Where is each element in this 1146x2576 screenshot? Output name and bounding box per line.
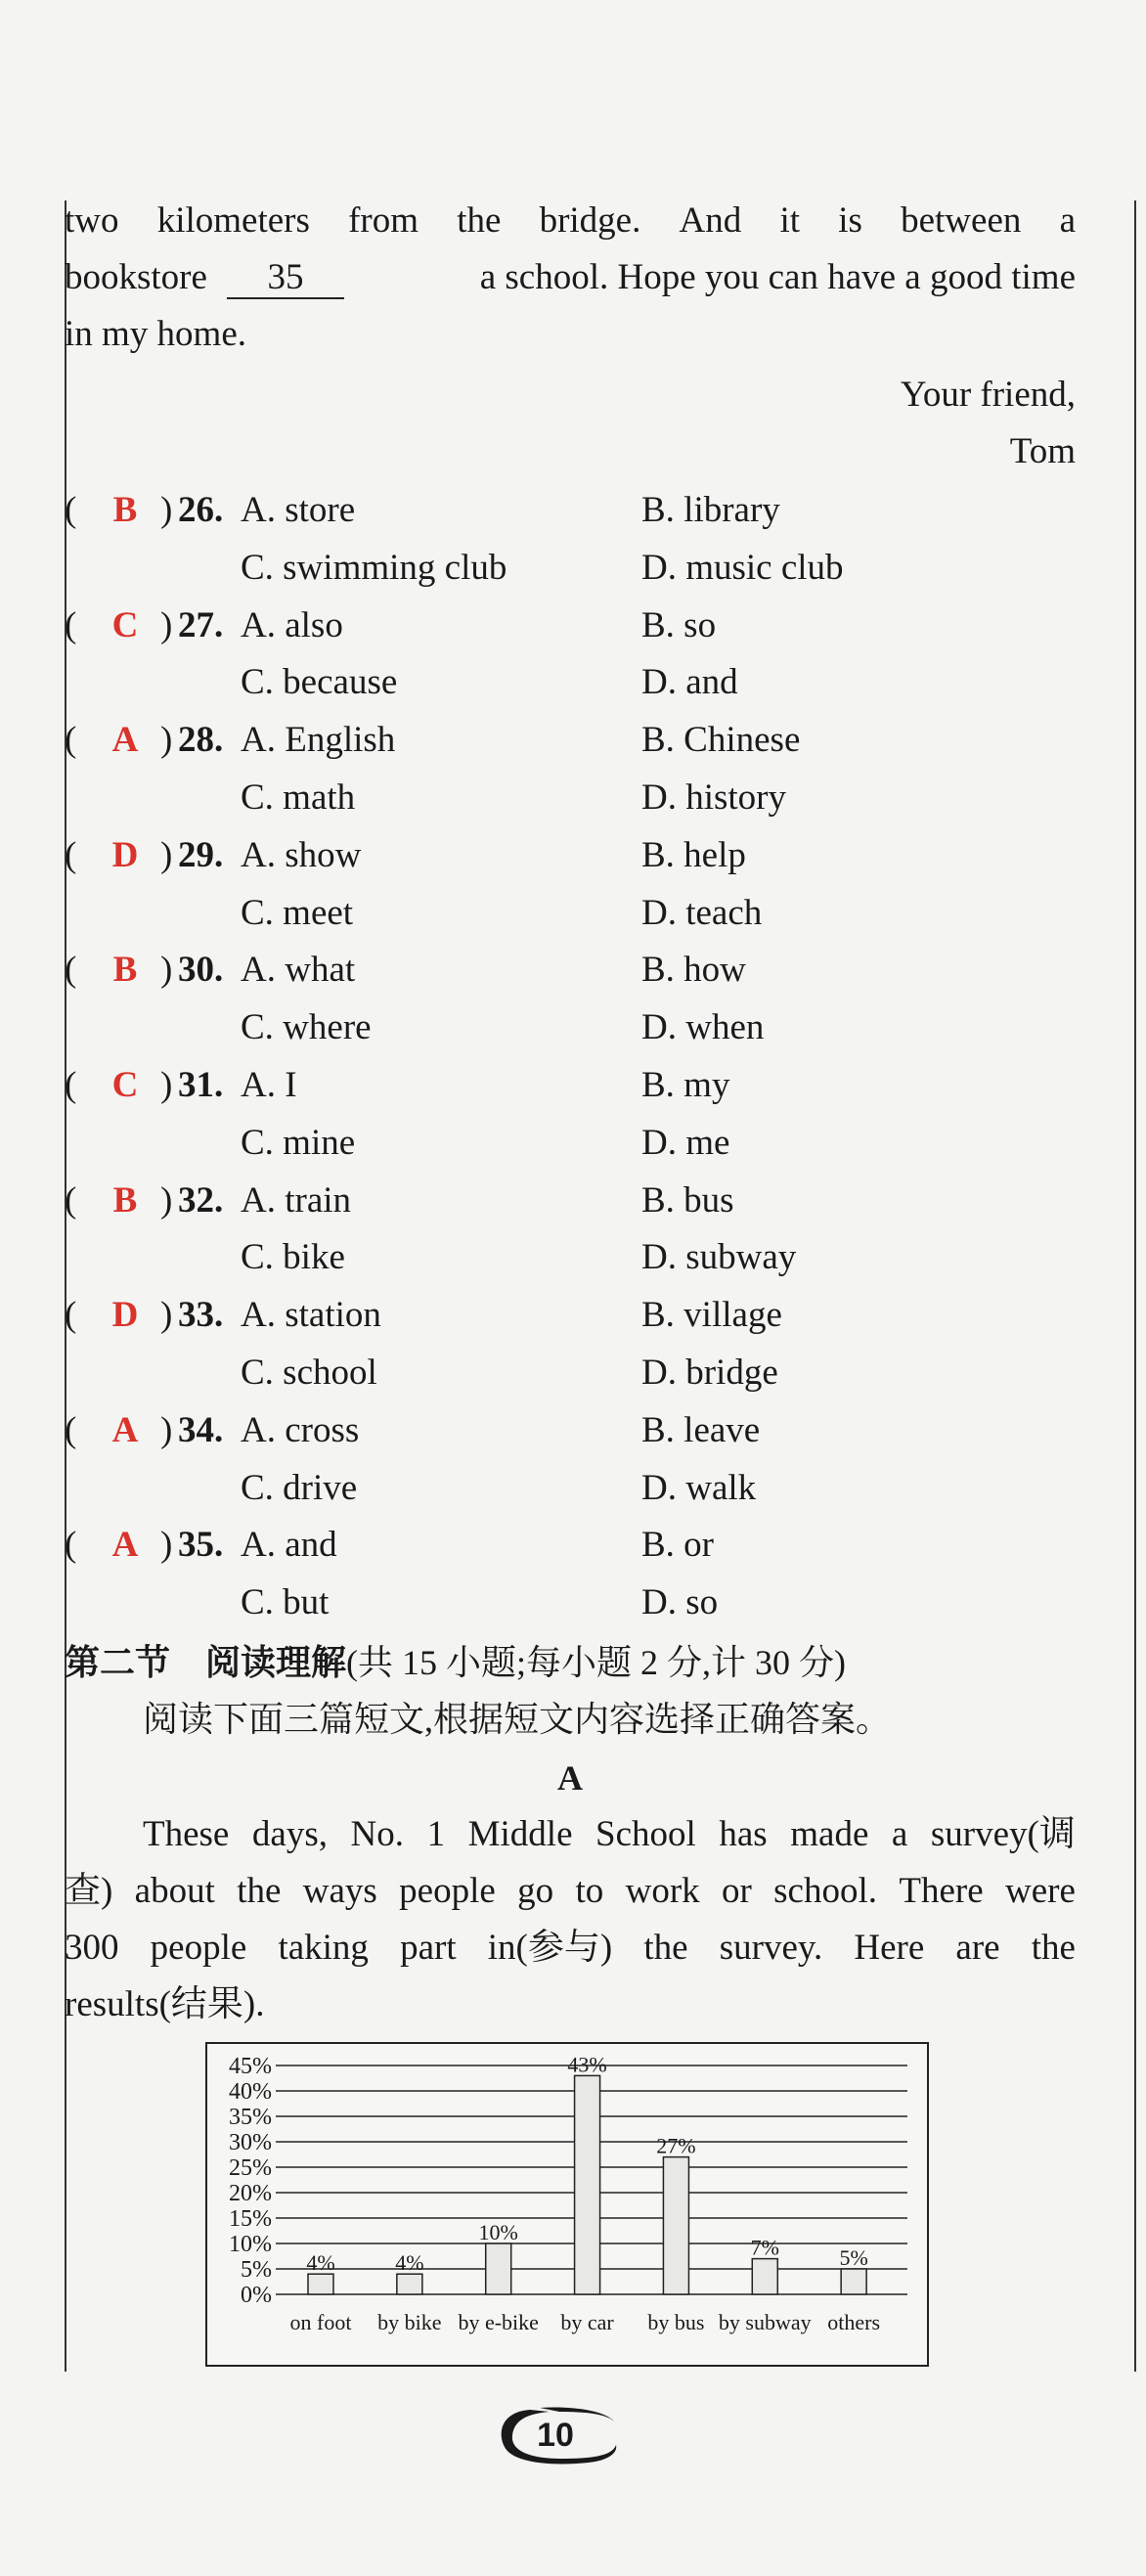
question-row: [65, 1288, 1076, 1343]
data-label: 7%: [750, 2235, 779, 2260]
section-scoring: (共 15 小题;每小题 2 分,计 30 分): [346, 1643, 846, 1682]
answer-mark: C: [111, 1065, 139, 1105]
bar: [752, 2259, 777, 2294]
word: from: [348, 200, 419, 241]
option-b: B. village: [641, 1295, 782, 1335]
y-tick-label: 5%: [241, 2257, 272, 2283]
paren-close: ): [160, 1295, 173, 1335]
paren-open: (: [65, 720, 77, 760]
data-label: 10%: [478, 2220, 518, 2244]
option-d: D. walk: [641, 1468, 757, 1508]
question-row-cont: [65, 1116, 1076, 1171]
option-a: A. English: [241, 720, 396, 760]
word: the: [1031, 1928, 1076, 1968]
option-c: C. bike: [241, 1237, 345, 1277]
y-tick-label: 25%: [229, 2155, 272, 2181]
word: the: [237, 1871, 282, 1911]
section-heading: [65, 1635, 1076, 1690]
word: No.: [350, 1814, 405, 1854]
question-row-cont: [65, 1000, 1076, 1055]
passage-line-1: [65, 192, 1076, 250]
question-number: 28.: [178, 720, 224, 760]
passage-line-3: in my home.: [65, 314, 247, 354]
question-row: [65, 483, 1076, 538]
y-tick-label: 20%: [229, 2181, 272, 2206]
option-b: B. my: [641, 1065, 730, 1105]
option-a: A. store: [241, 490, 356, 530]
para-line-2: [65, 1862, 1076, 1921]
word: made: [790, 1814, 869, 1854]
word: two: [65, 200, 119, 241]
x-category-label: by bus: [647, 2310, 705, 2334]
paren-close: ): [160, 720, 173, 760]
section-instruction: 阅读下面三篇短文,根据短文内容选择正确答案。: [143, 1700, 892, 1739]
option-c: C. swimming club: [241, 548, 507, 588]
word: is: [838, 200, 862, 241]
right-margin-rule: [1134, 200, 1136, 2372]
question-row: [65, 1518, 1076, 1573]
answer-mark: D: [111, 1295, 139, 1335]
passage-label: A: [557, 1758, 583, 1798]
word: to: [575, 1871, 604, 1911]
paren-open: (: [65, 490, 77, 530]
question-row: [65, 1403, 1076, 1458]
y-tick-label: 45%: [229, 2054, 272, 2079]
paren-open: (: [65, 1180, 77, 1221]
option-b: B. library: [641, 490, 780, 530]
word: a: [1059, 200, 1076, 241]
data-label: 5%: [839, 2245, 868, 2270]
answer-mark: B: [112, 490, 138, 530]
word: taking: [278, 1928, 369, 1968]
paren-close: ): [160, 950, 173, 990]
word: are: [955, 1928, 1000, 1968]
paren-close: ): [160, 1065, 173, 1105]
question-row-cont: [65, 1461, 1076, 1516]
bar: [841, 2269, 866, 2294]
passage-text: a school. Hope you can have a good time: [479, 257, 1076, 297]
letter-signature: Tom: [1009, 431, 1076, 471]
option-a: A. cross: [241, 1410, 360, 1450]
question-number: 29.: [178, 835, 224, 875]
option-d: D. subway: [641, 1237, 797, 1277]
paren-close: ): [160, 1525, 173, 1565]
paren-open: (: [65, 1065, 77, 1105]
option-b: B. Chinese: [641, 720, 801, 760]
paren-close: ): [160, 1180, 173, 1221]
bar: [486, 2243, 511, 2294]
bar: [663, 2157, 688, 2294]
option-c: C. meet: [241, 893, 354, 933]
y-tick-label: 10%: [229, 2232, 272, 2257]
word: kilometers: [156, 200, 310, 241]
option-a: A. and: [241, 1525, 337, 1565]
option-a: A. station: [241, 1295, 381, 1335]
section-title: 第二节 阅读理解: [65, 1643, 347, 1682]
word: a: [891, 1814, 908, 1854]
question-number: 31.: [178, 1065, 224, 1105]
option-c: C. mine: [241, 1123, 356, 1163]
option-d: D. me: [641, 1123, 730, 1163]
y-tick-label: 30%: [229, 2130, 272, 2155]
option-d: D. history: [641, 777, 786, 818]
page-number: 10: [537, 2417, 574, 2454]
word: ways: [302, 1871, 377, 1911]
paren-open: (: [65, 1410, 77, 1450]
answer-mark: C: [111, 605, 139, 645]
word: school.: [773, 1871, 878, 1911]
letter-closing: Your friend,: [900, 375, 1076, 415]
word: the: [643, 1928, 688, 1968]
x-category-label: by e-bike: [458, 2310, 539, 2334]
option-d: D. so: [641, 1582, 719, 1622]
y-tick-label: 35%: [229, 2105, 272, 2130]
option-c: C. school: [241, 1353, 377, 1393]
word: 1: [426, 1814, 446, 1854]
option-d: D. bridge: [641, 1353, 778, 1393]
question-row-cont: [65, 1346, 1076, 1400]
option-c: C. but: [241, 1582, 330, 1622]
question-number: 33.: [178, 1295, 224, 1335]
bar: [397, 2274, 422, 2294]
word: were: [1004, 1871, 1076, 1911]
answer-mark: B: [112, 950, 138, 990]
data-label: 4%: [306, 2250, 335, 2276]
word: part: [400, 1928, 457, 1968]
bar: [308, 2274, 333, 2294]
question-row-cont: [65, 771, 1076, 825]
word: School: [595, 1814, 696, 1854]
question-row: [65, 828, 1076, 883]
question-row-cont: [65, 886, 1076, 941]
paren-open: (: [65, 1525, 77, 1565]
question-row: [65, 1058, 1076, 1113]
question-number: 30.: [178, 950, 224, 990]
word: about: [134, 1871, 215, 1911]
data-label: 4%: [395, 2250, 424, 2276]
word: work: [625, 1871, 700, 1911]
option-b: B. how: [641, 950, 746, 990]
answer-mark: A: [111, 720, 139, 760]
word: These: [143, 1814, 230, 1854]
word: Middle: [467, 1814, 573, 1854]
word: survey(调: [930, 1814, 1076, 1854]
word: Here: [854, 1928, 925, 1968]
data-label: 43%: [567, 2052, 607, 2077]
word: people: [399, 1871, 496, 1911]
answer-mark: A: [111, 1525, 139, 1565]
option-c: C. where: [241, 1007, 372, 1047]
option-d: D. when: [641, 1007, 765, 1047]
question-row: [65, 1174, 1076, 1228]
word: 300: [65, 1928, 119, 1968]
word: people: [150, 1928, 247, 1968]
word: There: [899, 1871, 984, 1911]
question-number: 34.: [178, 1410, 224, 1450]
x-category-label: by subway: [718, 2310, 812, 2334]
question-number: 32.: [178, 1180, 224, 1221]
answer-mark: B: [112, 1180, 138, 1221]
question-row: [65, 599, 1076, 653]
word: or: [721, 1871, 752, 1911]
answer-mark: A: [111, 1410, 139, 1450]
paren-close: ): [160, 1410, 173, 1450]
word: 查): [65, 1871, 113, 1911]
paren-close: ): [160, 490, 173, 530]
question-row-cont: [65, 1230, 1076, 1285]
option-b: B. so: [641, 605, 717, 645]
chart-canvas: [207, 2044, 927, 2365]
option-b: B. or: [641, 1525, 714, 1565]
option-d: D. teach: [641, 893, 763, 933]
para-line-3: [65, 1919, 1076, 1977]
word: bridge.: [539, 200, 641, 241]
option-a: A. I: [241, 1065, 297, 1105]
question-row-cont: [65, 1576, 1076, 1630]
question-row: [65, 713, 1076, 768]
para-line-4: results(结果).: [65, 1984, 265, 2024]
y-tick-label: 0%: [241, 2283, 272, 2308]
word: it: [779, 200, 801, 241]
option-d: D. music club: [641, 548, 844, 588]
paren-open: (: [65, 835, 77, 875]
x-category-label: by bike: [377, 2310, 442, 2334]
data-label: 27%: [656, 2133, 696, 2158]
paren-close: ): [160, 835, 173, 875]
blank-35: 35: [227, 258, 344, 299]
paren-open: (: [65, 950, 77, 990]
word: survey.: [719, 1928, 823, 1968]
page-number-badge: [491, 2402, 622, 2470]
question-number: 26.: [178, 490, 224, 530]
option-b: B. help: [641, 835, 746, 875]
para-line-1: [143, 1805, 1076, 1864]
option-a: A. train: [241, 1180, 352, 1221]
option-a: A. also: [241, 605, 343, 645]
passage-text: bookstore 35: [65, 248, 364, 307]
x-category-label: by car: [560, 2310, 614, 2334]
x-category-label: on foot: [289, 2310, 352, 2334]
word: days,: [251, 1814, 328, 1854]
option-a: A. show: [241, 835, 362, 875]
question-row-cont: [65, 655, 1076, 710]
bar: [575, 2075, 600, 2294]
question-number: 27.: [178, 605, 224, 645]
option-c: C. drive: [241, 1468, 358, 1508]
option-b: B. bus: [641, 1180, 734, 1221]
option-b: B. leave: [641, 1410, 761, 1450]
paren-open: (: [65, 1295, 77, 1335]
word: go: [517, 1871, 554, 1911]
x-category-label: others: [827, 2310, 881, 2334]
option-d: D. and: [641, 662, 738, 702]
option-c: C. math: [241, 777, 356, 818]
word: in(参与): [487, 1928, 613, 1968]
question-number: 35.: [178, 1525, 224, 1565]
paren-close: ): [160, 605, 173, 645]
question-row-cont: [65, 541, 1076, 596]
word: the: [457, 200, 502, 241]
word: between: [901, 200, 1022, 241]
word: has: [719, 1814, 768, 1854]
y-tick-label: 15%: [229, 2206, 272, 2232]
option-c: C. because: [241, 662, 398, 702]
option-a: A. what: [241, 950, 356, 990]
word: And: [679, 200, 742, 241]
answer-mark: D: [111, 835, 139, 875]
passage-line-2: [65, 248, 1076, 307]
y-tick-label: 40%: [229, 2079, 272, 2105]
question-row: [65, 943, 1076, 998]
survey-bar-chart: [205, 2042, 929, 2367]
paren-open: (: [65, 605, 77, 645]
